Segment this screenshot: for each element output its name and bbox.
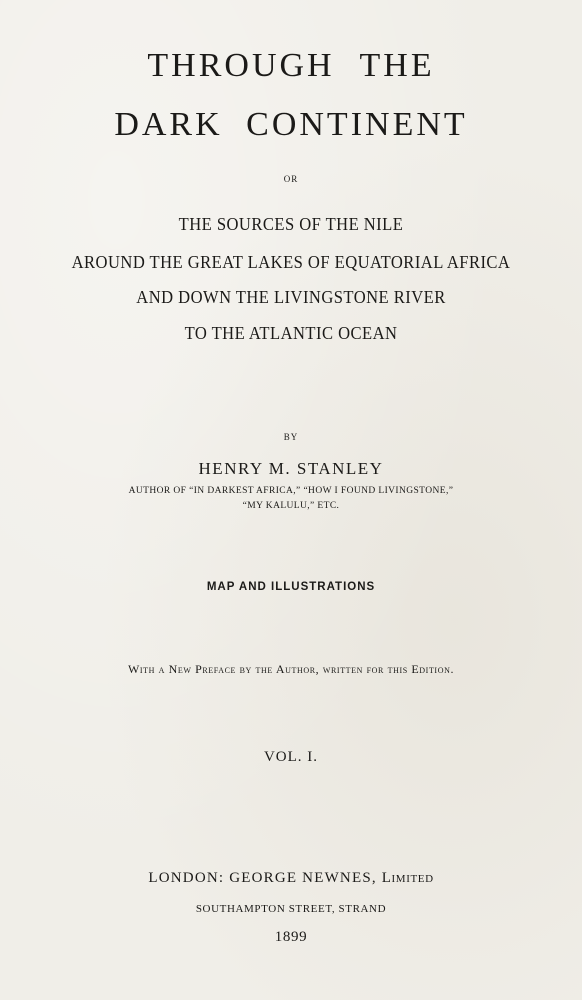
- book-title-line-2: DARK CONTINENT: [114, 106, 468, 143]
- publication-year: 1899: [274, 929, 308, 945]
- subtitle-line-3: AND DOWN THE LIVINGSTONE RIVER: [136, 287, 446, 307]
- subtitle-line-4: TO THE ATLANTIC OCEAN: [184, 323, 398, 343]
- subtitle-line-2: AROUND THE GREAT LAKES OF EQUATORIAL AFRICA: [71, 252, 511, 272]
- map-and-illustrations-note: MAP AND ILLUSTRATIONS: [206, 581, 376, 593]
- new-preface-note: With a New Preface by the Author, written for this Edition.: [127, 662, 455, 676]
- author-other-works-line-2: “MY KALULU,” ETC.: [242, 501, 340, 511]
- subtitle-line-1: THE SOURCES OF THE NILE: [178, 214, 404, 234]
- publisher-address: SOUTHAMPTON STREET, STRAND: [195, 903, 387, 915]
- author-other-works-line-1: AUTHOR OF “IN DARKEST AFRICA,” “HOW I FOUND LIVINGSTONE,”: [128, 486, 454, 496]
- publisher-city-and-name: LONDON: GEORGE NEWNES,: [148, 870, 377, 886]
- by-connector: BY: [283, 432, 299, 442]
- author-name: HENRY M. STANLEY: [198, 459, 384, 478]
- publisher-limited: Limited: [381, 870, 434, 886]
- publisher-line: [0, 870, 582, 887]
- or-connector: OR: [283, 174, 299, 184]
- book-title-line-1: THROUGH THE: [147, 47, 435, 84]
- volume-number: VOL. I.: [263, 749, 319, 765]
